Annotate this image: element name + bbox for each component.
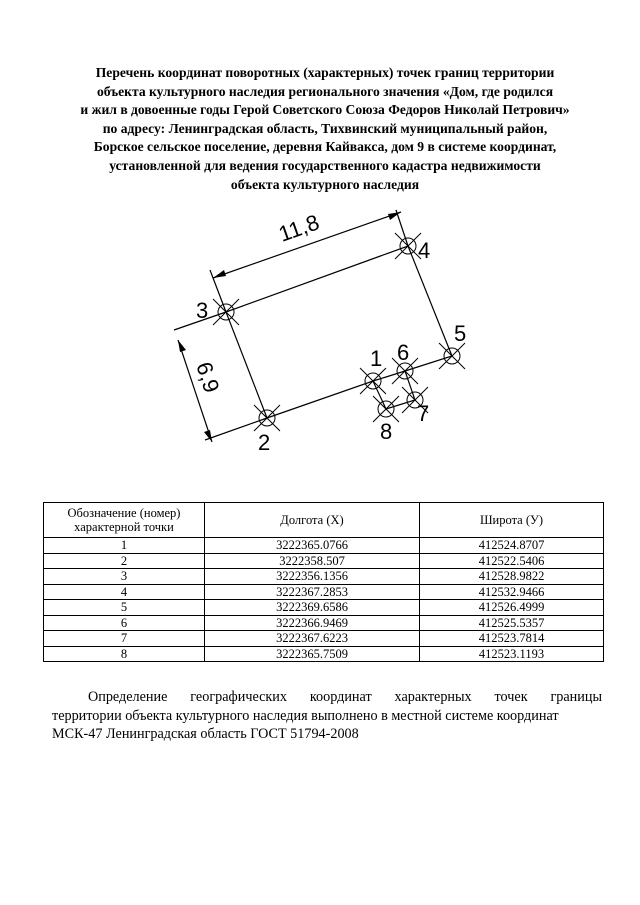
table-header-row [44, 503, 604, 538]
point-label-5: 5 [454, 321, 467, 346]
arrow-icon [213, 270, 226, 278]
title-line-1: Перечень координат поворотных (характерных) точек границ территории [95, 65, 555, 80]
header-latitude: Широта (У) [420, 503, 604, 538]
table-row [44, 615, 604, 631]
table-row [44, 584, 604, 600]
header-point-number [44, 503, 205, 538]
header-longitude: Долгота (X) [205, 503, 420, 538]
coordinate-system-note [52, 688, 602, 744]
cell-longitude: 3222366.9469 [205, 615, 420, 631]
cell-point: 1 [44, 538, 205, 554]
cell-latitude: 412523.7814 [420, 631, 604, 647]
point-label-1: 1 [370, 346, 383, 371]
dimension-length-label: 11,8 [275, 209, 323, 247]
cell-latitude: 412524.8707 [420, 538, 604, 554]
table-row [44, 569, 604, 585]
title-line-6: установленной для ведения государственного кадастра недвижимости [109, 157, 541, 173]
cell-point: 7 [44, 631, 205, 647]
cell-longitude: 3222367.2853 [205, 584, 420, 600]
point-label-6: 6 [397, 340, 410, 365]
point-marker-2 [254, 405, 280, 431]
header-point-number-label: Обозначение (номер) характерной точки [67, 506, 181, 534]
cell-longitude: 3222356.1356 [205, 569, 420, 585]
title-line-7: объекта культурного наследия [230, 176, 420, 192]
cell-longitude: 3222365.7509 [205, 646, 420, 662]
note-line-2: территории объекта культурного наследия выполнено в местной системе координат [52, 707, 559, 724]
point-label-7: 7 [417, 401, 430, 426]
note-line-3: МСК-47 Ленинградская область ГОСТ 51794-2008 [52, 726, 359, 742]
title-line-3: и жил в довоенные годы Герой Советского Союза Федоров Николай Петрович» [80, 102, 570, 118]
point-marker-1 [360, 368, 386, 394]
cell-longitude: 3222369.6586 [205, 600, 420, 616]
point-label-4: 4 [418, 238, 431, 263]
coordinates-table [43, 502, 604, 662]
table-row [44, 600, 604, 616]
cell-point: 2 [44, 553, 205, 569]
title-line-4: по адресу: Ленинградская область, Тихвинский муниципальный район, [102, 120, 548, 136]
point-marker-3 [213, 299, 239, 325]
cell-latitude: 412528.9822 [420, 569, 604, 585]
dimension-width-label: 6,9 [191, 358, 225, 396]
cell-latitude: 412522.5406 [420, 553, 604, 569]
document-title [40, 64, 610, 194]
cell-longitude: 3222367.6223 [205, 631, 420, 647]
boundary-scheme [0, 195, 640, 485]
cell-longitude: 3222365.0766 [205, 538, 420, 554]
cell-latitude: 412525.5357 [420, 615, 604, 631]
cell-point: 4 [44, 584, 205, 600]
table-row [44, 538, 604, 554]
cell-point: 6 [44, 615, 205, 631]
table-row [44, 646, 604, 662]
point-label-2: 2 [258, 430, 271, 455]
point-marker-5 [439, 343, 465, 369]
note-line-1: Определение географических координат характерных точек границы [88, 689, 602, 705]
cell-point: 5 [44, 600, 205, 616]
title-line-5: Борское сельское поселение, деревня Кайвакса, дом 9 в системе координат, [93, 139, 557, 155]
cell-point: 8 [44, 646, 205, 662]
title-line-2: объекта культурного наследия регионального значения «Дом, где родился [96, 83, 554, 99]
cell-point: 3 [44, 569, 205, 585]
cell-latitude: 412532.9466 [420, 584, 604, 600]
cell-longitude: 3222358.507 [205, 553, 420, 569]
cell-latitude: 412523.1193 [420, 646, 604, 662]
point-label-8: 8 [380, 419, 393, 444]
table-row [44, 631, 604, 647]
table-row [44, 553, 604, 569]
cell-latitude: 412526.4999 [420, 600, 604, 616]
arrow-icon [178, 340, 186, 352]
point-label-3: 3 [196, 298, 209, 323]
